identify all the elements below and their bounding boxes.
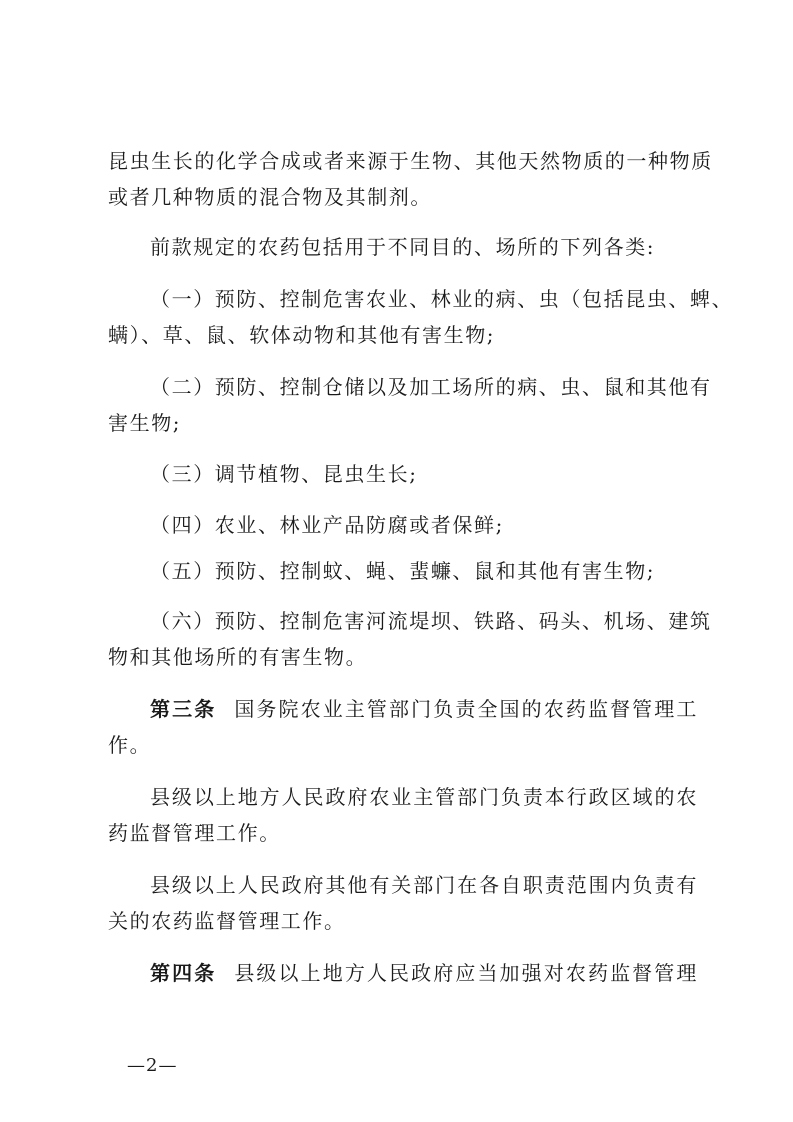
article-paragraph (108, 955, 698, 991)
list-item (108, 507, 698, 543)
list-item (108, 369, 712, 441)
text-line: （五）预防、控制蚊、蝇、蜚蠊、鼠和其他有害生物; (150, 559, 656, 583)
text-line: 县级以上地方人民政府农业主管部门负责本行政区域的农 (150, 785, 698, 809)
page-number: —2— (127, 1055, 178, 1076)
paragraph (108, 779, 698, 851)
text-line: （一）预防、控制危害农业、林业的病、虫（包括昆虫、蜱、 (150, 287, 734, 311)
article-text: 国务院农业主管部门负责全国的农药监督管理工 (234, 697, 698, 721)
text-line: 物和其他场所的有害生物。 (108, 645, 368, 669)
text-line: 害生物; (108, 411, 182, 435)
text-line: （三）调节植物、昆虫生长; (150, 462, 418, 486)
text-line (108, 955, 698, 991)
text-line: 螨）、草、鼠、软体动物和其他有害生物; (108, 323, 496, 347)
text-line: 关的农药监督管理工作。 (108, 909, 346, 933)
text-line: （六）预防、控制危害河流堤坝、铁路、码头、机场、建筑 (150, 609, 712, 633)
text-line: 药监督管理工作。 (108, 821, 281, 845)
text-line: 县级以上人民政府其他有关部门在各自职责范围内负责有 (150, 873, 698, 897)
article-text: 县级以上地方人民政府应当加强对农药监督管理 (234, 961, 698, 985)
list-item (108, 281, 734, 353)
list-item (108, 603, 712, 675)
text-line: 昆虫生长的化学合成或者来源于生物、其他天然物质的一种物质 (108, 149, 713, 173)
text-line: （四）农业、林业产品防腐或者保鲜; (150, 513, 504, 537)
paragraph (108, 867, 698, 939)
list-item (108, 553, 698, 589)
article-number: 第三条 (150, 697, 217, 721)
text-line: 作。 (108, 733, 152, 757)
article-paragraph (108, 691, 698, 763)
article-number: 第四条 (150, 961, 217, 985)
paragraph-continuation (108, 143, 713, 215)
text-line: 前款规定的农药包括用于不同目的、场所的下列各类: (150, 235, 656, 259)
text-line (108, 691, 698, 727)
text-line: 或者几种物质的混合物及其制剂。 (108, 185, 432, 209)
text-line: （二）预防、控制仓储以及加工场所的病、虫、鼠和其他有 (150, 375, 712, 399)
list-item (108, 456, 698, 492)
paragraph (108, 229, 698, 265)
